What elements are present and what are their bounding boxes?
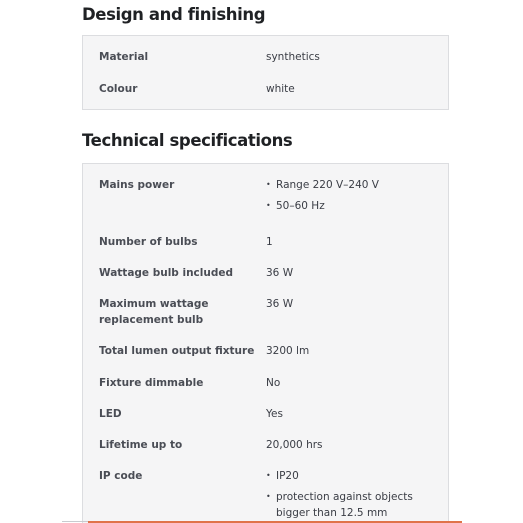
list-item: • 50–60 Hz [266,198,441,214]
spec-label: Lifetime up to [99,439,183,451]
spec-value: Yes [266,408,283,420]
list-item: • protection against objects bigger than 12.5 mm [266,489,441,521]
spec-label: Maximum wattage replacement bulb [99,298,209,326]
spec-value: 1 [266,236,273,248]
spec-label: Colour [99,83,138,95]
design-spec-table [82,35,449,110]
spec-value: white [266,83,295,95]
spec-value: synthetics [266,51,320,63]
spec-value: 20,000 hrs [266,439,323,451]
design-section-title: Design and finishing [82,5,266,24]
spec-label: Mains power [99,179,175,191]
spec-value: 3200 lm [266,345,310,357]
spec-value-list [266,468,441,523]
technical-spec-table [82,163,449,523]
spec-label: Material [99,51,149,63]
technical-section-title: Technical specifications [82,131,293,150]
spec-value: 36 W [266,298,294,310]
spec-label: Number of bulbs [99,236,198,248]
spec-label: IP code [99,470,143,482]
spec-value: No [266,377,281,389]
list-item: • IP20 [266,468,441,484]
spec-label: Total lumen output fixture [99,345,255,357]
spec-value-list [266,177,441,219]
spec-label: Wattage bulb included [99,267,233,279]
spec-label: LED [99,408,122,420]
list-item: • Range 220 V–240 V [266,177,441,193]
spec-label: Fixture dimmable [99,377,204,389]
spec-value: 36 W [266,267,294,279]
